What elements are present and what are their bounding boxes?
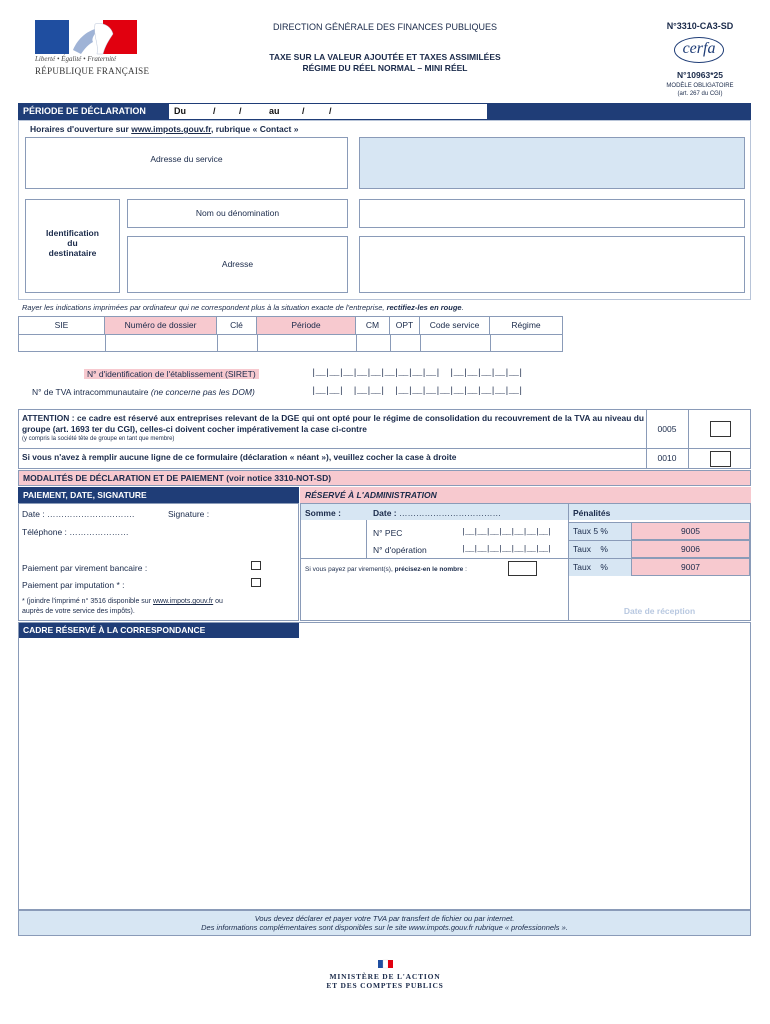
code-header-periode: Période [257, 317, 356, 335]
tva-label: N° de TVA intracommunautaire [32, 387, 149, 397]
reception-date: Date de réception [623, 606, 696, 616]
recipient-address-field[interactable] [359, 236, 745, 293]
cerfa-logo [674, 37, 724, 63]
strike-note-end: . [461, 303, 464, 312]
recipient-address-box[interactable] [127, 236, 348, 293]
period-slash-1: / [213, 106, 216, 116]
recipient-name-box[interactable] [127, 199, 348, 228]
code-row-divider [257, 335, 258, 351]
recipient-label-1: Identification [46, 228, 99, 238]
rate-code[interactable]: 9006 [631, 540, 750, 558]
code-header-sie: SIE [19, 317, 105, 335]
correspondance-title: CADRE RÉSERVÉ À LA CORRESPONDANCE [18, 622, 299, 638]
admin-operation-label: N° d'opération [373, 545, 427, 555]
marianne-flag-icon [33, 20, 139, 60]
hours-suffix: , rubrique « Contact » [211, 124, 299, 134]
code-header-cle: Clé [217, 317, 257, 335]
header-org: DIRECTION GÉNÉRALE DES FINANCES PUBLIQUES [272, 22, 498, 32]
modalites-bar: MODALITÉS DE DÉCLARATION ET DE PAIEMENT (voir notice 3310-NOT-SD) [18, 470, 751, 486]
ministry-emblem-icon [375, 958, 395, 970]
admin-virements-text: Si vous payez par virement(s), [305, 566, 393, 573]
code-row-divider [420, 335, 421, 351]
code-row-divider [217, 335, 218, 351]
code-header-cm: CM [356, 317, 390, 335]
payment-virement-label: Paiement par virement bancaire : [22, 563, 148, 573]
attention-checkbox[interactable] [710, 421, 731, 437]
payment-date[interactable]: Date : …………………………. [22, 509, 135, 519]
payment-footnote-prefix: * (joindre l'imprimé n° 3516 disponible sur [22, 598, 152, 605]
attention-text: ATTENTION : ce cadre est réservé aux entreprises relevant de la DGE qui ont opté pour le régime de consolidation du recouvrement de la TVA au niveau du groupe (art. 1693 ter du CGI), celles-ci doivent cocher impérativement la case ci-contre [22, 413, 644, 434]
payment-virement-checkbox[interactable] [251, 561, 261, 570]
admin-divider [366, 520, 367, 558]
code-header-dossier: Numéro de dossier [105, 317, 217, 335]
header-title-line2: RÉGIME DU RÉEL NORMAL – MINI RÉEL [302, 63, 468, 73]
admin-virements-bold: précisez-en le nombre [394, 566, 464, 573]
form-number: N°3310-CA3-SD [666, 21, 734, 31]
payment-phone[interactable]: Téléphone : ………………… [22, 527, 129, 537]
ministry-line2: ET DES COMPTES PUBLICS [326, 981, 444, 990]
modele-obligatoire: MODÈLE OBLIGATOIRE [666, 83, 734, 89]
code-row-divider [105, 335, 106, 351]
recipient-label-3: destinataire [48, 248, 97, 258]
rate-label: Taux % [573, 544, 608, 554]
admin-operation-field[interactable]: |__|__|__|__|__|__|__| [461, 544, 552, 554]
admin-top-strip [301, 504, 750, 520]
admin-title: RÉSERVÉ À L'ADMINISTRATION [300, 487, 751, 503]
code-header-service: Code service [420, 317, 490, 335]
admin-date-label: Date : [373, 508, 397, 518]
admin-date-dots[interactable]: ……………………………… [399, 508, 501, 518]
rate-label: Taux % [573, 562, 608, 572]
admin-virements-box[interactable] [508, 561, 537, 576]
recipient-label-2: du [67, 238, 78, 248]
rate-code[interactable]: 9007 [631, 558, 750, 576]
ministry-logo [285, 958, 485, 990]
code-row-divider [390, 335, 391, 351]
republic-motto: Liberté • Égalité • Fraternité [35, 55, 117, 63]
payment-imputation-label: Paiement par imputation * : [22, 580, 125, 590]
period-du: Du [174, 106, 186, 116]
siret-field[interactable]: |__|__|__|__|__|__|__|__|__| |__|__|__|__|__| [311, 368, 523, 378]
admin-virements-end: : [465, 566, 467, 573]
attention-code: 0005 [657, 424, 677, 434]
header-title-line1: TAXE SUR LA VALEUR AJOUTÉE ET TAXES ASSIMILÉES [269, 52, 501, 62]
attention-separator [18, 448, 751, 449]
payment-footnote-line2: auprès de votre service des impôts). [22, 608, 135, 615]
cerfa-number: N°10963*25 [677, 70, 723, 80]
footer-note [18, 910, 751, 936]
republic-logo [33, 20, 150, 78]
code-table [18, 316, 563, 352]
recipient-name-field[interactable] [359, 199, 745, 228]
service-address-label: Adresse du service [150, 154, 223, 164]
service-address-box[interactable] [25, 137, 348, 189]
correspondance-area[interactable] [18, 622, 751, 910]
code-header-opt: OPT [390, 317, 420, 335]
admin-somme: Somme : [305, 508, 341, 518]
tva-note: (ne concerne pas les DOM) [150, 387, 255, 397]
republic-name: RÉPUBLIQUE FRANÇAISE [35, 66, 150, 76]
recipient-label-box [25, 199, 120, 293]
rate-code[interactable]: 9005 [631, 522, 750, 540]
admin-date-wrap [373, 508, 501, 518]
period-label: PÉRIODE DE DÉCLARATION [23, 106, 146, 116]
admin-pec-label: N° PEC [373, 528, 403, 538]
period-slash-3: / [302, 106, 305, 116]
period-field[interactable] [168, 103, 488, 120]
code-row-divider [356, 335, 357, 351]
payment-footnote [22, 598, 223, 605]
admin-separator [300, 558, 568, 559]
code-row-divider [490, 335, 491, 351]
admin-pec-field[interactable]: |__|__|__|__|__|__|__| [461, 527, 552, 537]
recipient-address-label: Adresse [221, 259, 254, 269]
rate-label: Taux 5 % [573, 526, 608, 536]
ministry-line1: MINISTÈRE DE L'ACTION [329, 972, 441, 981]
tva-label-wrap [32, 387, 255, 397]
cerfa-logo-text: cerfa [682, 40, 716, 57]
neant-checkbox[interactable] [710, 451, 731, 467]
footer-line1: Vous devez déclarer et payer votre TVA par transfert de fichier ou par internet. [254, 914, 515, 923]
payment-footnote-link[interactable]: www.impots.gouv.fr [153, 598, 214, 605]
penalites-title: Pénalités [573, 508, 611, 518]
payment-footnote-suffix: ou [215, 598, 223, 605]
neant-code: 0010 [657, 453, 677, 463]
hours-prefix: Horaires d'ouverture sur [30, 124, 129, 134]
admin-virements [305, 566, 467, 573]
tva-field[interactable]: |__|__| |__|__| |__|__|__|__|__|__|__|__|__| [311, 386, 523, 396]
period-au: au [269, 106, 280, 116]
modele-ref: (art. 267 du CGI) [677, 91, 723, 97]
payment-signature[interactable]: Signature : [168, 509, 210, 519]
attention-divider-2 [688, 409, 689, 469]
period-slash-2: / [239, 106, 242, 116]
strike-note-text: Rayer les indications imprimées par ordinateur qui ne correspondent plus à la situation exacte de l'entreprise, [22, 303, 385, 312]
footer-line2: Des informations complémentaires sont disponibles sur le site www.impots.gouv.fr rubrique « professionnels ». [201, 923, 568, 932]
service-address-field[interactable] [359, 137, 745, 189]
payment-title: PAIEMENT, DATE, SIGNATURE [18, 487, 299, 503]
attention-note: (y compris la société tête de groupe en tant que membre) [22, 436, 175, 442]
hours-link[interactable]: www.impots.gouv.fr [131, 124, 212, 134]
strike-note [22, 303, 464, 312]
payment-imputation-checkbox[interactable] [251, 578, 261, 587]
strike-note-bold: rectifiez-les en rouge [386, 303, 462, 312]
siret-label: N° d'identification de l'établissement (SIRET) [84, 369, 259, 379]
neant-text: Si vous n'avez à remplir aucune ligne de ce formulaire (déclaration « néant »), veuillez cocher la case à droite [22, 452, 457, 462]
code-header-regime: Régime [490, 317, 562, 335]
recipient-name-label: Nom ou dénomination [195, 208, 280, 218]
period-slash-4: / [329, 106, 332, 116]
